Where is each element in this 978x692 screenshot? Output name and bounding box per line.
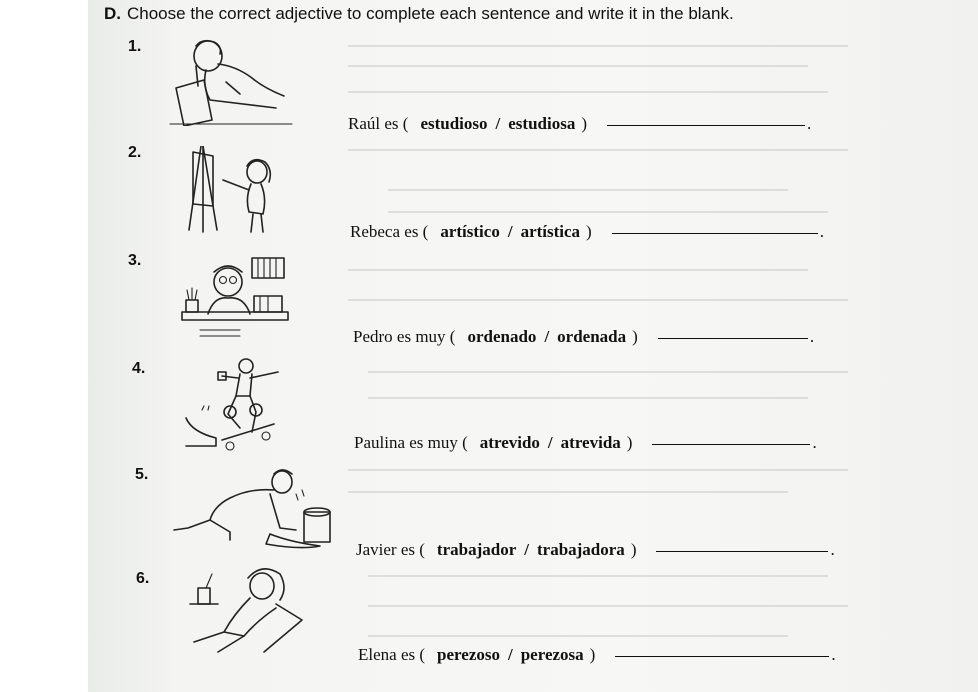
worksheet-page	[88, 0, 978, 692]
option-feminine: atrevida	[560, 433, 621, 452]
option-separator: /	[495, 114, 501, 133]
sentence-6	[358, 645, 836, 665]
close-paren: )	[581, 114, 587, 133]
answer-blank[interactable]	[656, 550, 828, 552]
exercise-letter: D.	[104, 4, 121, 23]
option-separator: /	[544, 327, 550, 346]
close-paren: )	[630, 540, 637, 559]
sentence-1	[348, 114, 811, 134]
answer-blank[interactable]	[658, 337, 808, 339]
option-masculine: estudioso	[420, 114, 488, 133]
item-number: 3.	[128, 252, 142, 269]
option-masculine: ordenado	[467, 327, 537, 346]
period: .	[831, 645, 836, 664]
item-number: 2.	[128, 144, 142, 161]
woman-lounging-icon	[184, 564, 314, 654]
option-separator: /	[547, 433, 553, 452]
sentence-prefix: Elena es (	[358, 645, 426, 664]
student-studying-icon	[166, 36, 296, 126]
option-feminine: perezosa	[520, 645, 584, 664]
period: .	[830, 540, 835, 559]
answer-blank[interactable]	[652, 443, 810, 445]
close-paren: )	[586, 222, 592, 241]
option-separator: /	[507, 222, 513, 241]
sentence-4	[354, 433, 817, 453]
option-separator: /	[524, 540, 529, 559]
period: .	[809, 327, 815, 346]
option-feminine: estudiosa	[508, 114, 576, 133]
item-number: 1.	[128, 38, 142, 55]
option-masculine: perezoso	[437, 645, 500, 664]
period: .	[812, 433, 817, 452]
option-feminine: ordenada	[557, 327, 627, 346]
sentence-prefix: Pedro es muy (	[353, 327, 456, 346]
option-separator: /	[507, 645, 513, 664]
item-number: 4.	[132, 360, 146, 377]
item-number: 6.	[136, 570, 150, 587]
skateboarder-icon	[182, 356, 292, 458]
option-masculine: atrevido	[479, 433, 540, 452]
sentence-prefix: Paulina es muy (	[354, 433, 468, 452]
sentence-prefix: Javier es (	[356, 540, 425, 559]
instruction-heading	[104, 4, 734, 24]
boy-at-tidy-desk-icon	[180, 256, 290, 342]
answer-blank[interactable]	[607, 124, 805, 126]
option-feminine: artística	[520, 222, 581, 241]
period: .	[819, 222, 824, 241]
close-paren: )	[589, 645, 596, 664]
close-paren: )	[626, 433, 633, 452]
option-masculine: trabajador	[436, 540, 517, 559]
answer-blank[interactable]	[612, 232, 818, 234]
boy-scrubbing-floor-icon	[170, 468, 340, 554]
girl-painting-icon	[183, 146, 283, 234]
sentence-5	[356, 540, 835, 560]
instruction-text: Choose the correct adjective to complete each sentence and write it in the blank.	[127, 4, 734, 23]
sentence-prefix: Raúl es (	[348, 114, 409, 133]
sentence-prefix: Rebeca es (	[350, 222, 429, 241]
period: .	[807, 114, 812, 133]
sentence-3	[353, 327, 814, 347]
option-masculine: artístico	[440, 222, 500, 241]
option-feminine: trabajadora	[536, 540, 625, 559]
item-number: 5.	[135, 466, 149, 483]
close-paren: )	[632, 327, 638, 346]
sentence-2	[350, 222, 824, 242]
answer-blank[interactable]	[615, 655, 829, 657]
